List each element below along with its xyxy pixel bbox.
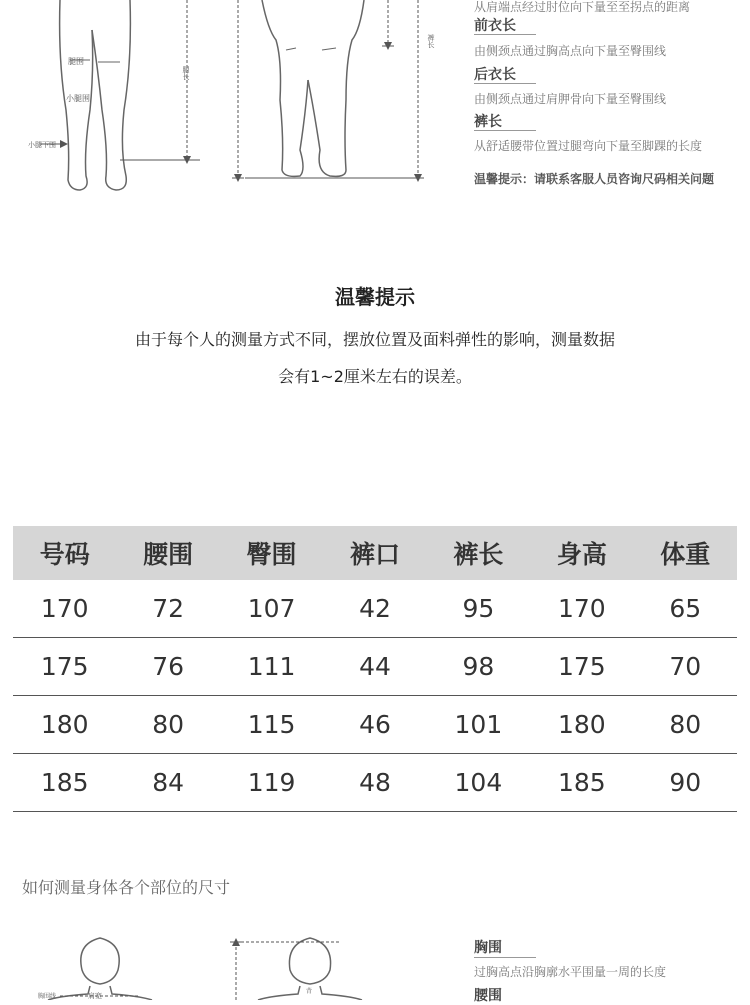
header-cell-length: 裤长 [427,526,530,580]
chest-line-label: 胸围线 [38,993,57,1000]
divider [474,957,536,958]
table-cell: 180 [13,696,116,754]
table-cell: 107 [220,580,323,638]
upper-body-measure-figure [0,930,470,1000]
header-cell-height: 身高 [530,526,633,580]
table-cell: 95 [427,580,530,638]
table-cell: 170 [530,580,633,638]
table-cell: 44 [323,638,426,696]
thigh-label: 腿围 [68,57,84,66]
table-cell: 119 [220,754,323,812]
definition-title-pants-length: 裤长 [474,114,502,130]
table-cell: 65 [634,580,737,638]
measure-guide-heading: 如何测量身体各个部位的尺寸 [22,878,231,897]
definition-desc-pants-length: 从舒适腰带位置过腿弯向下量至脚踝的长度 [474,139,703,153]
tips-title: 温馨提示 [335,285,415,309]
definition-desc-chest: 过胸高点沿胸廓水平围量一周的长度 [474,965,667,979]
table-cell: 115 [220,696,323,754]
table-cell: 80 [116,696,219,754]
divider [474,83,536,84]
table-cell: 101 [427,696,530,754]
definition-desc-front-length: 由侧颈点通过胸高点向下量至臀围线 [474,44,667,58]
table-cell: 42 [323,580,426,638]
table-cell: 84 [116,754,219,812]
definition-desc-back-length: 由侧颈点通过肩胛骨向下量至臀围线 [474,92,667,106]
table-cell: 98 [427,638,530,696]
header-cell-weight: 体重 [634,526,737,580]
table-cell: 170 [13,580,116,638]
table-cell: 185 [13,754,116,812]
header-cell-waist: 腰围 [116,526,219,580]
table-row [13,754,737,812]
header-cell-hem: 裤口 [323,526,426,580]
table-cell: 76 [116,638,219,696]
table-cell: 48 [323,754,426,812]
table-cell: 46 [323,696,426,754]
size-consult-note: 温馨提示：请联系客服人员咨询尺码相关问题 [474,172,715,186]
size-table-header-row [13,526,737,580]
definition-title-front-length: 前衣长 [474,18,516,34]
table-cell: 104 [427,754,530,812]
definition-title-chest: 胸围 [474,940,502,956]
table-cell: 70 [634,638,737,696]
definition-title-waist: 腰围 [474,988,502,1004]
back-label: 背 [306,988,313,995]
inseam-label: 腿长 [182,66,190,80]
divider [474,34,536,35]
tips-line-1: 由于每个人的测量方式不同，摆放位置及面料弹性的影响，测量数据 [134,330,615,349]
header-cell-size: 号码 [13,526,116,580]
table-cell: 185 [530,754,633,812]
divider [474,130,536,131]
definition-desc-0: 从肩端点经过肘位向下量至至拐点的距离 [474,0,691,14]
table-row [13,580,737,638]
table-cell: 175 [530,638,633,696]
header-cell-hip: 臀围 [220,526,323,580]
table-row [13,696,737,754]
size-table [13,526,737,812]
table-cell: 72 [116,580,219,638]
table-row [13,638,737,696]
table-cell: 175 [13,638,116,696]
outseam-label: 裤长 [427,34,435,48]
table-cell: 180 [530,696,633,754]
shoulder-label: 肩宽 [88,992,102,1000]
table-cell: 80 [634,696,737,754]
table-cell: 111 [220,638,323,696]
below-knee-label: 小腿下围 [28,141,56,149]
definition-title-back-length: 后衣长 [474,67,516,83]
tips-line-2: 会有1~2厘米左右的误差。 [278,367,472,386]
table-cell: 90 [634,754,737,812]
calf-label: 小腿围 [66,94,90,103]
